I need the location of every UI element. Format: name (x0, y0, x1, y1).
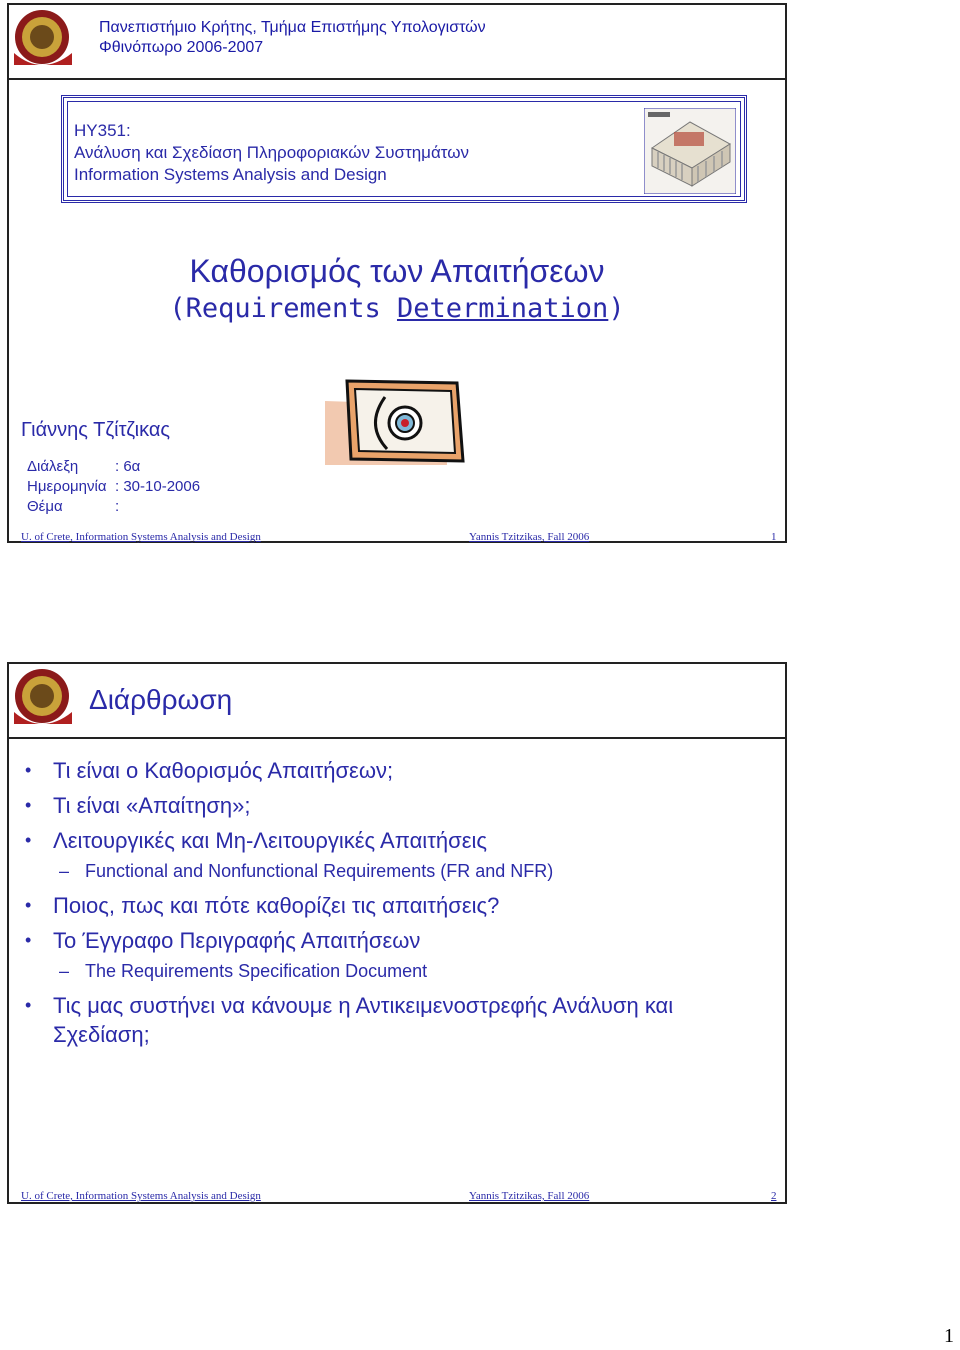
meta-value: : 6α (115, 458, 141, 475)
footer-course: U. of Crete, Information Systems Analysis and Design (21, 531, 261, 543)
subtitle-word: Determination (396, 293, 609, 324)
slide-2 (7, 662, 787, 1204)
header-divider (9, 737, 785, 739)
lecture-meta (27, 457, 200, 517)
list-subitem: – Functional and Nonfunctional Requirements (FR and NFR) (9, 859, 769, 883)
subtitle-open: (Requirements (169, 293, 397, 324)
footer-slide-number: 2 (771, 1190, 777, 1202)
outline-list (9, 756, 769, 1055)
slide-1 (7, 3, 787, 543)
footer-author: Yannis Tzitzikas, Fall 2006 (469, 1190, 590, 1202)
list-item: • Το Έγγραφο Περιγραφής Απαιτήσεων (9, 926, 769, 955)
header-divider (9, 78, 785, 80)
meta-value: : 30-10-2006 (115, 478, 201, 495)
semester: Φθινόπωρο 2006-2007 (99, 39, 264, 56)
university-name: Πανεπιστήμιο Κρήτης, Τμήμα Επιστήμης Υπολογιστών (99, 19, 486, 36)
target-folder-icon (325, 375, 475, 465)
meta-label: Θέμα (27, 498, 63, 515)
university-logo-icon (12, 7, 74, 65)
meta-row (27, 497, 200, 517)
list-item: • Τι είναι ο Καθορισμός Απαιτήσεων; (9, 756, 769, 785)
meta-label: Ημερομηνία (27, 478, 107, 495)
list-item: • Τι είναι «Απαίτηση»; (9, 791, 769, 820)
author-name: Γιάννης Τζίτζικας (21, 419, 171, 441)
lecture-title: Καθορισμός των Απαιτήσεων (189, 253, 605, 289)
slide-title: Διάρθρωση (89, 684, 233, 715)
course-code: ΗΥ351: (74, 121, 131, 140)
course-name-greek: Ανάλυση και Σχεδίαση Πληροφοριακών Συστημάτων (74, 143, 470, 162)
course-box (61, 95, 747, 203)
course-name-english: Information Systems Analysis and Design (74, 165, 387, 184)
list-item: • Λειτουργικές και Μη-Λειτουργικές Απαιτήσεις (9, 826, 769, 855)
list-subitem: – The Requirements Specification Document (9, 959, 769, 983)
footer-slide-number: 1 (771, 531, 777, 543)
temple-building-icon (644, 108, 736, 194)
meta-value: : (115, 498, 120, 515)
university-logo-icon (12, 666, 74, 724)
lecture-subtitle (9, 293, 785, 324)
list-item: • Ποιος, πως και πότε καθορίζει τις απαιτήσεις? (9, 891, 769, 920)
footer-author: Yannis Tzitzikas, Fall 2006 (469, 531, 590, 543)
meta-row (27, 477, 200, 497)
list-item: • Τις μας συστήνει να κάνουμε η Αντικειμενοστρεφής Ανάλυση και Σχεδίαση; (9, 991, 753, 1049)
meta-label: Διάλεξη (27, 458, 79, 475)
page-number: 1 (944, 1325, 954, 1347)
footer-course: U. of Crete, Information Systems Analysis and Design (21, 1190, 261, 1202)
subtitle-close: ) (608, 293, 625, 324)
meta-row (27, 457, 200, 477)
